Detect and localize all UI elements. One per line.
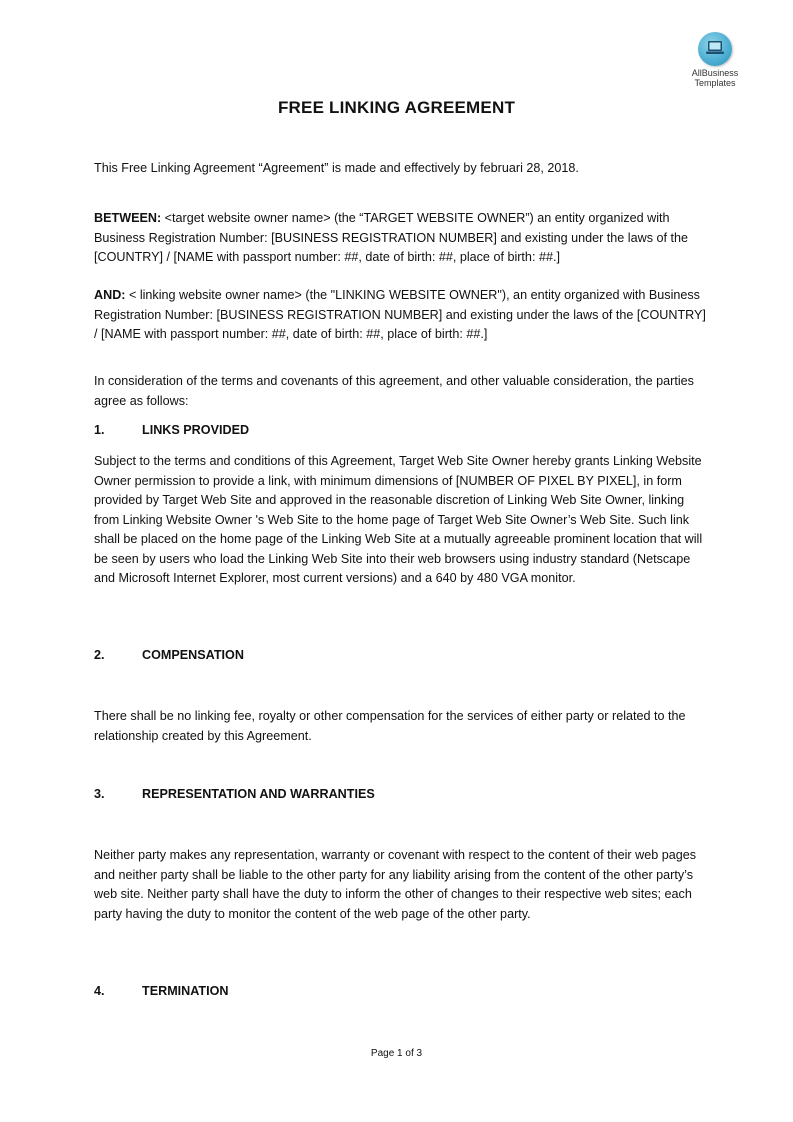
consideration-paragraph: In consideration of the terms and covenants of this agreement, and other valuable consideration, the parties agree as follows: [94,374,694,408]
section-1-body: Subject to the terms and conditions of this Agreement, Target Web Site Owner hereby grants Linking Website Owner permission to provide a link, with minimum dimensions of [NUMBER OF PIXEL BY PIXEL], in form provided by Target Web Site and approved in the reasonable discretion of Linking Web Site Owner, linking from Linking Website Owner 's Web Site to the home page of Target Web Site Owner’s Web Site. Such link shall be placed on the home page of the Linking Web Site at a mutually agreeable prominent location that will be seen by users who load the Linking Web Site into their web browsers using industry standard (Netscape and Microsoft Internet Explorer, most current versions) and a 640 by 480 VGA monitor. [94,454,703,585]
and-text: < linking website owner name> (the "LINKING WEBSITE OWNER"), an entity organized with Business Registration Number: [BUSINESS REGISTRATION NUMBER] and existing under the laws of the [COUNTRY] / [NAME with passport number: ##, date of birth: ##, place of birth: ##.] [94,288,706,341]
logo-line-2: Templates [694,78,736,88]
section-3-body: Neither party makes any representation, warranty or covenant with respect to the content of their web pages and neither party shall be liable to the other party for any liability arising from the content of the other party’s web site. Neither party shall have the duty to inform the other of changes to their respective web sites; each party having the duty to monitor the content of the web page of the other party. [94,848,697,921]
section-3-title: REPRESENTATION AND WARRANTIES [142,787,375,801]
section-1-heading [94,423,249,437]
section-3-number: 3. [94,787,105,801]
between-text: <target website owner name> (the “TARGET WEBSITE OWNER”) an entity organized with Business Registration Number: [BUSINESS REGISTRATION NUMBER] and existing under the laws of the [COUNTRY] / [NAME with passport number: ##, date of birth: ##, place of birth: ##.] [94,211,688,264]
between-paragraph [94,209,706,268]
section-2-number: 2. [94,648,105,662]
section-4-number: 4. [94,984,105,998]
page-number: Page 1 of 3 [370,1048,423,1059]
between-label: BETWEEN: [94,211,162,225]
and-label: AND: [94,288,126,302]
logo-text [684,68,746,88]
laptop-icon [698,32,732,66]
intro-paragraph: This Free Linking Agreement “Agreement” is made and effectively by februari 28, 2018. [94,161,579,175]
section-2-title: COMPENSATION [142,648,244,662]
and-paragraph [94,286,706,345]
logo-line-1: AllBusiness [691,68,739,78]
section-2-body: There shall be no linking fee, royalty or other compensation for the services of either party or related to the relationship created by this Agreement. [94,709,686,743]
section-1-title: LINKS PROVIDED [142,423,250,437]
section-3-heading [94,787,375,801]
section-1-number: 1. [94,423,105,437]
section-2-heading [94,648,244,662]
section-4-title: TERMINATION [142,984,229,998]
document-title: FREE LINKING AGREEMENT [277,98,516,117]
section-4-heading [94,984,229,998]
allbusiness-logo [684,32,746,88]
